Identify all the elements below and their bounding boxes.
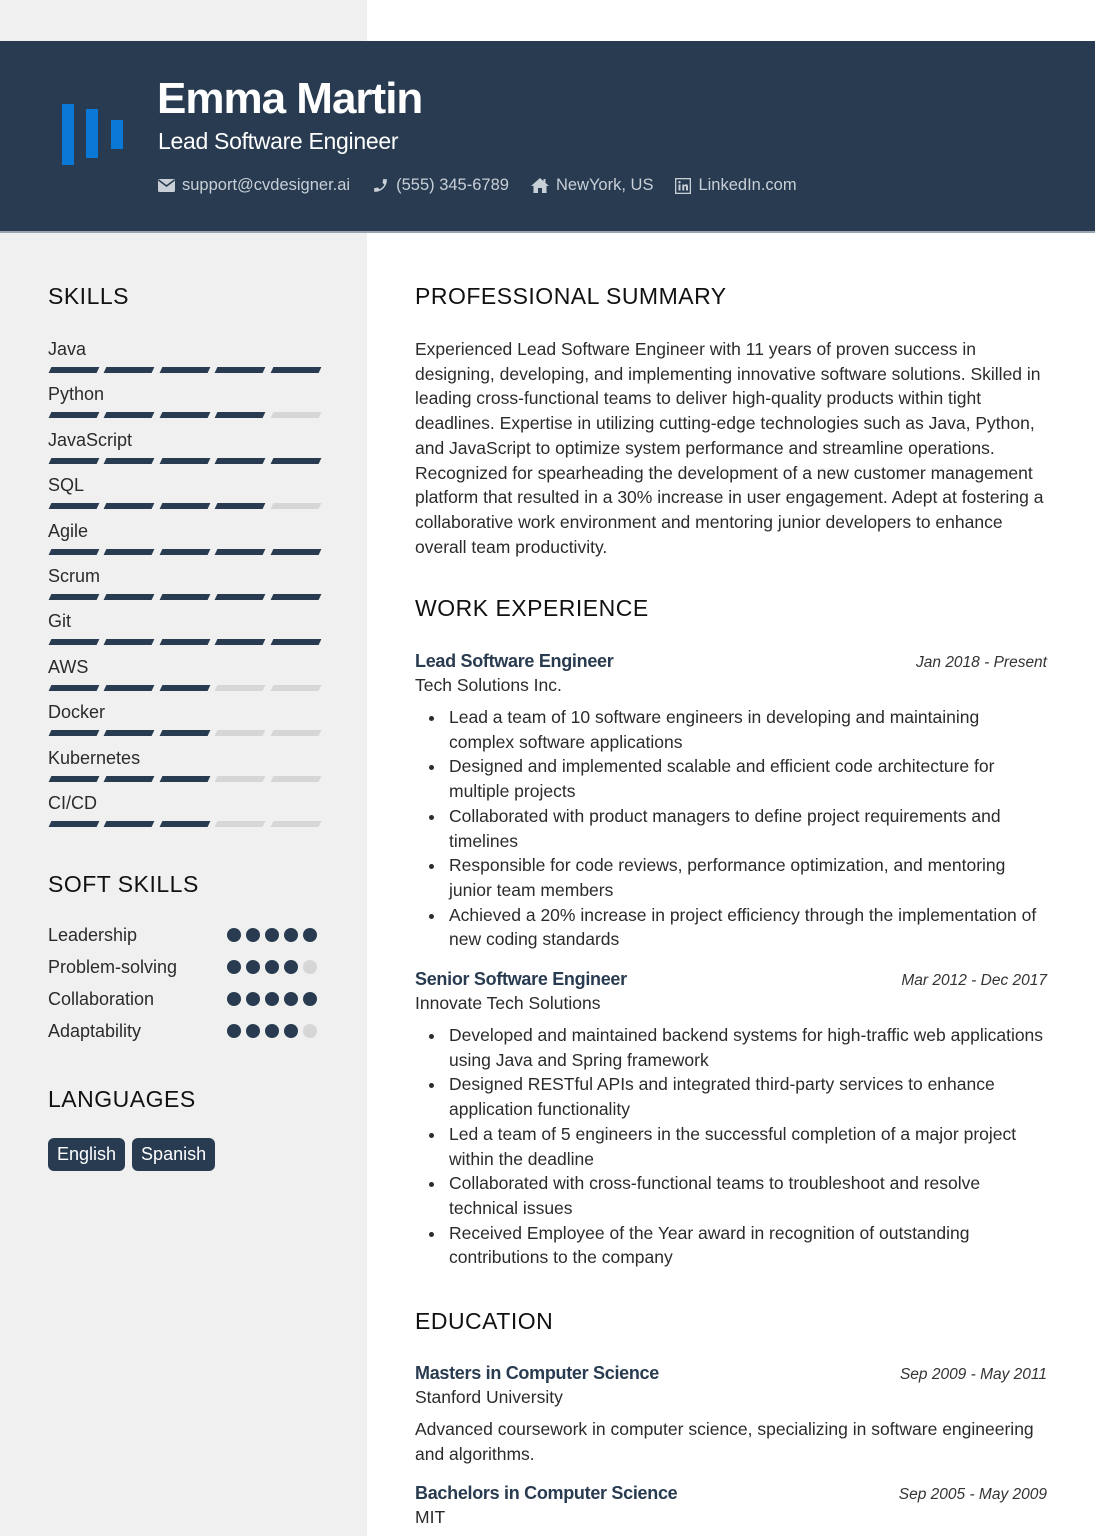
bullet-item: Designed RESTful APIs and integrated third-party services to enhance application functionality [415,1072,1047,1121]
bullet-item: Led a team of 5 engineers in the successful completion of a major project within the deadline [415,1122,1047,1171]
experience-entry [415,967,1047,1270]
school-name: MIT [415,1507,446,1527]
level-segment [49,549,100,555]
rating-dot [246,928,260,942]
skill-item [48,658,320,691]
skill-item [48,385,320,418]
skill-level-bar [48,776,320,782]
level-segment [159,821,210,827]
skill-level-bar [48,639,320,645]
education-description: Advanced coursework in computer science, specializing in software engineering and algorithms. [415,1419,1034,1464]
skill-item [48,703,320,736]
job-bullets [415,1023,1047,1270]
soft-skill-rating [227,960,317,974]
summary-heading: PROFESSIONAL SUMMARY [415,283,727,309]
level-segment [159,639,210,645]
skill-item [48,794,320,827]
rating-dot [246,992,260,1006]
education-date: Sep 2005 - May 2009 [898,1486,1047,1503]
school-name: Stanford University [415,1387,563,1407]
phone-icon [372,177,389,194]
level-segment [104,639,155,645]
skill-name: Java [48,339,87,359]
skill-level-bar [48,503,320,509]
level-segment [159,458,210,464]
rating-dot [284,960,298,974]
degree-title: Bachelors in Computer Science [415,1483,678,1503]
company-name: Innovate Tech Solutions [415,993,601,1013]
level-segment [49,730,100,736]
soft-skill-name: Adaptability [48,1021,142,1041]
level-segment [215,685,266,691]
email-text: support@cvdesigner.ai [182,176,351,194]
rating-dot [265,992,279,1006]
soft-skill-item [48,990,320,1008]
level-segment [49,685,100,691]
level-segment [49,367,100,373]
skill-name: JavaScript [48,429,133,450]
rating-dot [284,1024,298,1038]
rating-dot [246,1024,260,1038]
contact-email[interactable] [158,176,350,195]
soft-skill-rating [227,1024,317,1038]
level-segment [215,458,266,464]
skill-name: Scrum [48,566,101,586]
language-badge: English [48,1138,125,1171]
rating-dot [227,992,241,1006]
bullet-item: Received Employee of the Year award in recognition of outstanding contributions to the company [415,1221,1047,1270]
skill-name: Docker [48,702,106,723]
bullet-item: Developed and maintained backend systems for high-traffic web applications using Java and Spring framework [415,1023,1047,1072]
education-heading: EDUCATION [415,1308,554,1334]
language-badge: Spanish [132,1138,215,1171]
level-segment [159,776,210,782]
level-segment [215,776,266,782]
level-segment [159,412,210,418]
level-segment [159,367,210,373]
level-segment [104,821,155,827]
soft-skill-name: Problem-solving [48,957,178,977]
experience-entry [415,649,1047,952]
level-segment [49,503,100,509]
level-segment [49,639,100,645]
rating-dot [227,960,241,974]
rating-dot [303,960,317,974]
skill-level-bar [48,821,320,827]
languages-heading: LANGUAGES [48,1086,196,1112]
level-segment [159,685,210,691]
rating-dot [303,928,317,942]
level-segment [215,730,266,736]
job-date: Jan 2018 - Present [916,654,1047,671]
rating-dot [303,1024,317,1038]
skill-name: Kubernetes [48,747,141,768]
contact-list [158,176,797,195]
level-segment [215,503,266,509]
level-segment [104,458,155,464]
level-segment [215,412,266,418]
linkedin-icon [675,178,691,194]
level-segment [159,594,210,600]
level-segment [270,821,321,827]
soft-skill-rating [227,928,317,942]
contact-linkedin[interactable] [675,176,796,195]
level-segment [104,367,155,373]
level-segment [215,367,266,373]
rating-dot [265,1024,279,1038]
rating-dot [227,1024,241,1038]
level-segment [270,639,321,645]
candidate-name: Emma Martin [157,74,423,123]
experience-heading: WORK EXPERIENCE [415,595,649,621]
skill-item [48,567,320,600]
bullet-item: Responsible for code reviews, performance optimization, and mentoring junior team members [415,853,1047,902]
level-segment [270,549,321,555]
skill-item [48,340,320,373]
rating-dot [284,928,298,942]
level-segment [104,594,155,600]
level-segment [104,776,155,782]
degree-title: Masters in Computer Science [415,1363,659,1383]
soft-skill-item [48,926,320,944]
soft-skill-item [48,958,320,976]
level-segment [270,776,321,782]
rating-dot [303,992,317,1006]
skill-item [48,749,320,782]
rating-dot [246,960,260,974]
education-entry [415,1361,1047,1466]
level-segment [49,412,100,418]
level-segment [49,458,100,464]
soft-skill-item [48,1022,320,1040]
bullet-item: Collaborated with product managers to define project requirements and timelines [415,804,1047,853]
rating-dot [284,992,298,1006]
level-segment [270,367,321,373]
skill-name: AWS [48,656,89,677]
soft-skills-heading: SOFT SKILLS [48,871,199,897]
envelope-icon [158,179,175,192]
skills-heading: SKILLS [48,283,129,309]
level-segment [49,821,100,827]
contact-location [531,176,654,195]
skill-name: Python [48,384,105,405]
level-segment [104,412,155,418]
level-segment [104,503,155,509]
skill-item [48,522,320,555]
bullet-item: Achieved a 20% increase in project efficiency through the implementation of new coding standards [415,903,1047,952]
skill-level-bar [48,458,320,464]
level-segment [215,639,266,645]
linkedin-text: LinkedIn.com [698,176,797,194]
level-segment [159,503,210,509]
skill-item [48,612,320,645]
level-segment [104,685,155,691]
skill-level-bar [48,549,320,555]
level-segment [159,549,210,555]
level-segment [215,549,266,555]
summary-text: Experienced Lead Software Engineer with 11 years of proven success in designing, developing, and implementing innovative software solutions. Skilled in leading cross-functional teams to deliver high-quality products within tight deadlines. Expertise in utilizing cutting-edge technologies such as Java, Python, and JavaScript to optimize system performance and streamline operations. Recognized for spearheading the development of a new customer management platform that resulted in a 30% increase in user engagement. Adept at fostering a collaborative work environment and mentoring junior developers to enhance overall team productivity. [415,339,1044,557]
level-segment [215,821,266,827]
level-segment [104,730,155,736]
skill-item [48,476,320,509]
skill-level-bar [48,367,320,373]
languages-list [48,1138,215,1171]
skill-item [48,431,320,464]
level-segment [270,458,321,464]
rating-dot [265,928,279,942]
skill-level-bar [48,412,320,418]
job-title: Lead Software Engineer [415,651,614,671]
level-segment [104,549,155,555]
candidate-title: Lead Software Engineer [158,128,399,154]
skill-name: Git [48,611,72,632]
job-title: Senior Software Engineer [415,969,627,989]
level-segment [159,730,210,736]
skill-name: SQL [48,475,85,496]
location-text: NewYork, US [555,176,654,194]
level-segment [270,730,321,736]
skill-level-bar [48,594,320,600]
job-date: Mar 2012 - Dec 2017 [901,972,1047,989]
bullet-item: Collaborated with cross-functional teams to troubleshoot and resolve technical issues [415,1171,1047,1220]
level-segment [49,776,100,782]
company-name: Tech Solutions Inc. [415,675,562,695]
home-icon [531,178,549,193]
skill-level-bar [48,730,320,736]
soft-skill-name: Leadership [48,925,138,945]
rating-dot [227,928,241,942]
contact-phone[interactable] [372,176,509,195]
rating-dot [265,960,279,974]
level-segment [270,594,321,600]
soft-skill-name: Collaboration [48,989,155,1009]
level-segment [270,685,321,691]
level-segment [270,412,321,418]
skill-name: CI/CD [48,793,97,813]
bullet-item: Designed and implemented scalable and efficient code architecture for multiple projects [415,754,1047,803]
skill-name: Agile [48,520,89,541]
soft-skill-rating [227,992,317,1006]
skill-level-bar [48,685,320,691]
job-bullets [415,705,1047,952]
level-segment [270,503,321,509]
phone-text: (555) 345-6789 [396,176,509,194]
education-date: Sep 2009 - May 2011 [899,1366,1047,1383]
level-segment [215,594,266,600]
education-entry [415,1481,1047,1529]
level-segment [49,594,100,600]
bullet-item: Lead a team of 10 software engineers in developing and maintaining complex software applications [415,705,1047,754]
